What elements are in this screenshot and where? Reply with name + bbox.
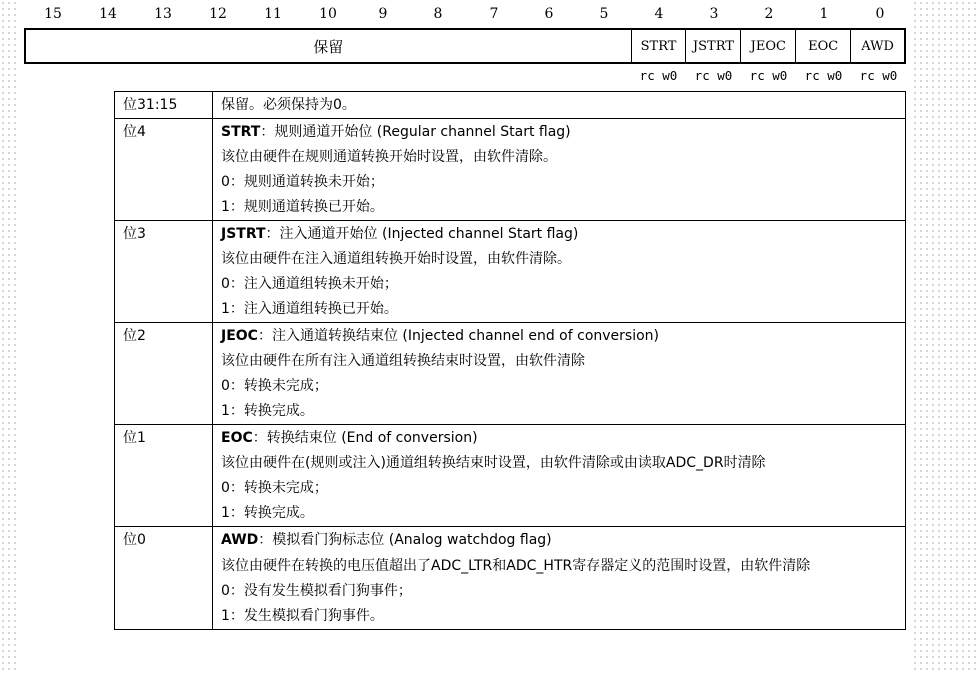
register-doc-page — [20, 0, 912, 674]
bit-number: 0 — [875, 6, 885, 22]
field-title-text: ：模拟看门狗标志位 (Analog watchdog flag) — [258, 532, 552, 548]
bit-range: 位0 — [115, 527, 213, 630]
bit-field-strt: STRT — [632, 30, 687, 62]
bit-number: 6 — [544, 6, 554, 22]
value-0-text: 0：注入通道组转换未开始； — [221, 276, 398, 292]
description-text: 该位由硬件在规则通道转换开始时设置，由软件清除。 — [221, 149, 557, 165]
field-title — [221, 120, 899, 145]
bit-field-jstrt: JSTRT — [686, 30, 741, 62]
field-title-text: ：注入通道转换结束位 (Injected channel end of conversion) — [257, 328, 659, 344]
access-type: rc w0 — [749, 68, 788, 83]
bit-description — [213, 119, 906, 221]
field-name: EOC — [221, 430, 253, 446]
access-type: rc w0 — [804, 68, 843, 83]
bit-number: 11 — [264, 6, 282, 22]
bit-number: 3 — [709, 6, 719, 22]
field-name: JSTRT — [221, 226, 266, 242]
access-type: rc w0 — [859, 68, 898, 83]
table-row — [115, 527, 906, 630]
value-0-text: 0：规则通道转换未开始； — [221, 174, 384, 190]
field-title — [221, 528, 899, 553]
bit-range: 位3 — [115, 221, 213, 323]
field-title — [221, 222, 899, 247]
bit-number: 10 — [319, 6, 337, 22]
bit-number: 1 — [819, 6, 829, 22]
field-title-text: ：注入通道开始位 (Injected channel Start flag) — [265, 226, 579, 242]
bit-range: 位1 — [115, 425, 213, 527]
bit-number: 12 — [209, 6, 227, 22]
value-1-text: 1：转换完成。 — [221, 505, 314, 521]
value-0-text: 0：转换未完成； — [221, 378, 328, 394]
value-1-text: 1：注入通道组转换已开始。 — [221, 301, 398, 317]
value-1-text: 1：转换完成。 — [221, 403, 314, 419]
description-text: 保留。必须保持为0。 — [221, 97, 356, 113]
bit-number: 8 — [433, 6, 443, 22]
field-name: JEOC — [221, 328, 258, 344]
table-row — [115, 92, 906, 119]
bit-range: 位31:15 — [115, 92, 213, 119]
value-0-text: 0：转换未完成； — [221, 480, 328, 496]
bit-description — [213, 323, 906, 425]
access-type: rc w0 — [694, 68, 733, 83]
access-type: rc w0 — [639, 68, 678, 83]
bit-number: 14 — [99, 6, 117, 22]
bit-description — [213, 221, 906, 323]
field-title — [221, 324, 899, 349]
bit-number-header — [20, 0, 912, 28]
bit-description — [213, 425, 906, 527]
description-text: 该位由硬件在注入通道组转换开始时设置，由软件清除。 — [221, 251, 571, 267]
table-row — [115, 425, 906, 527]
bit-description — [213, 527, 906, 630]
bit-range: 位4 — [115, 119, 213, 221]
bit-number: 7 — [489, 6, 499, 22]
table-row — [115, 323, 906, 425]
field-name: STRT — [221, 124, 261, 140]
table-row — [115, 119, 906, 221]
table-row — [115, 221, 906, 323]
bit-range: 位2 — [115, 323, 213, 425]
bit-number: 5 — [599, 6, 609, 22]
bit-number: 4 — [654, 6, 664, 22]
value-1-text: 1：规则通道转换已开始。 — [221, 199, 384, 215]
reserved-field: 保留 — [26, 30, 632, 62]
field-name: AWD — [221, 532, 259, 548]
bit-number: 15 — [44, 6, 62, 22]
field-title-text: ：转换结束位 (End of conversion) — [252, 430, 478, 446]
description-text: 该位由硬件在所有注入通道组转换结束时设置，由软件清除 — [221, 353, 585, 369]
bit-field-awd: AWD — [861, 38, 894, 54]
register-bit-bar — [24, 28, 906, 64]
bit-number: 13 — [154, 6, 172, 22]
bit-number: 9 — [378, 6, 388, 22]
field-title-text: ：规则通道开始位 (Regular channel Start flag) — [260, 124, 571, 140]
value-1-text: 1：发生模拟看门狗事件。 — [221, 608, 384, 624]
description-text: 该位由硬件在转换的电压值超出了ADC_LTR和ADC_HTR寄存器定义的范围时设置，由软件清除 — [221, 558, 811, 574]
description-text: 该位由硬件在(规则或注入)通道组转换结束时设置，由软件清除或由读取ADC_DR时清除 — [221, 455, 766, 471]
field-title — [221, 426, 899, 451]
bit-number: 2 — [764, 6, 774, 22]
bit-field-jeoc: JEOC — [741, 30, 796, 62]
bit-description-table — [114, 91, 906, 630]
bit-field-eoc: EOC — [796, 30, 851, 62]
bit-description — [213, 92, 906, 119]
value-0-text: 0：没有发生模拟看门狗事件； — [221, 583, 412, 599]
